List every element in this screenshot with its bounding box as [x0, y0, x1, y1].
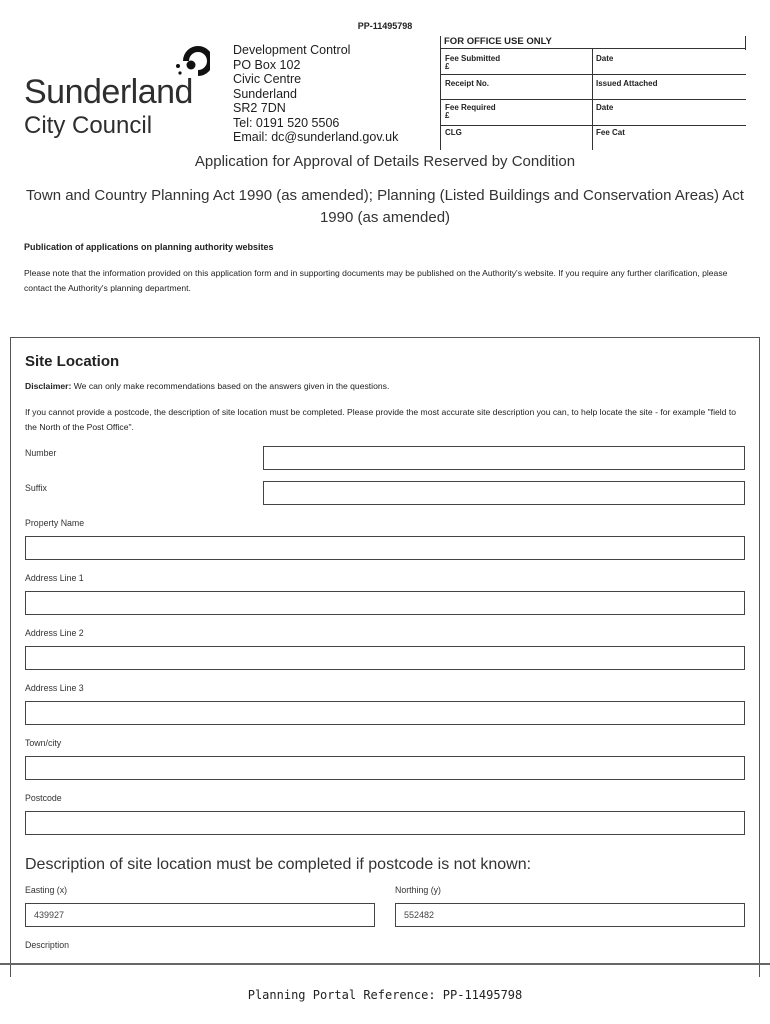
date-label: Date: [596, 54, 614, 63]
easting-input[interactable]: 439927: [25, 903, 375, 927]
publication-heading: Publication of applications on planning authority websites: [24, 242, 274, 252]
description-heading: Description of site location must be completed if postcode is not known:: [25, 856, 532, 873]
town-city-input[interactable]: [25, 756, 745, 780]
act-title: Town and Country Planning Act 1990 (as amended); Planning (Listed Buildings and Conservation Areas) Act 1990 (as amended): [26, 187, 744, 226]
number-input[interactable]: [263, 446, 745, 470]
address-line: Development Control: [233, 43, 351, 57]
address-line-1-label: Address Line 1: [25, 573, 84, 583]
number-label: Number: [25, 448, 57, 458]
fee-required-label: Fee Required: [445, 103, 496, 112]
office-use-header: FOR OFFICE USE ONLY: [440, 36, 746, 49]
address-phone: Tel: 0191 520 5506: [233, 115, 340, 130]
northing-input[interactable]: 552482: [395, 903, 745, 927]
disclaimer-text: We can only make recommendations based on the answers given in the questions.: [71, 381, 390, 391]
clg-label: CLG: [445, 128, 462, 137]
address-line-3-input[interactable]: [25, 701, 745, 725]
application-title: Application for Approval of Details Reserved by Condition: [194, 153, 576, 170]
address-line: Sunderland: [233, 86, 297, 101]
disclaimer-label: Disclaimer:: [25, 381, 72, 391]
issued-attached-label: Issued Attached: [596, 79, 658, 88]
disclaimer: [25, 381, 389, 391]
fee-submitted-unit: £: [445, 62, 450, 71]
reference-number-top: PP-11495798: [357, 21, 413, 31]
address-line: Civic Centre: [233, 72, 302, 86]
date-label-2: Date: [596, 103, 614, 112]
receipt-no-label: Receipt No.: [445, 79, 490, 88]
page-divider: [0, 963, 770, 965]
easting-label: Easting (x): [25, 885, 68, 895]
council-logo: [24, 44, 224, 144]
suffix-input[interactable]: [263, 481, 745, 505]
office-use-box: [440, 36, 746, 150]
logo-text-city-council: City Council: [24, 112, 153, 139]
postcode-note: If you cannot provide a postcode, the description of site location must be completed. Please provide the most accurate site description you can, to help locate the site - for example "field to the North of the Post Office".: [25, 407, 736, 432]
postcode-input[interactable]: [25, 811, 745, 835]
property-name-input[interactable]: [25, 536, 745, 560]
fee-submitted-label: Fee Submitted: [445, 54, 501, 63]
town-city-label: Town/city: [25, 738, 62, 748]
description-label: Description: [25, 940, 70, 950]
address-line-2-input[interactable]: [25, 646, 745, 670]
fee-cat-label: Fee Cat: [596, 128, 625, 137]
planning-portal-reference: Planning Portal Reference: PP-11495798: [247, 988, 523, 1002]
northing-label: Northing (y): [395, 885, 441, 895]
property-name-label: Property Name: [25, 518, 85, 528]
address-line-1-input[interactable]: [25, 591, 745, 615]
address-line: PO Box 102: [233, 57, 301, 72]
council-address: [233, 43, 398, 145]
address-email: Email: dc@sunderland.gov.uk: [233, 130, 399, 144]
suffix-label: Suffix: [25, 483, 47, 493]
address-line-2-label: Address Line 2: [25, 628, 84, 638]
publication-body: Please note that the information provided on this application form and in supporting documents may be published on the Authority's website. If you require any further clarification, please contact the Authority's planning department.: [24, 268, 728, 293]
logo-text-sunderland: Sunderland: [24, 73, 193, 111]
section-title: Site Location: [25, 353, 120, 370]
fee-required-unit: £: [445, 111, 450, 120]
address-line: SR2 7DN: [233, 101, 286, 115]
postcode-label: Postcode: [25, 793, 62, 803]
address-line-3-label: Address Line 3: [25, 683, 84, 693]
